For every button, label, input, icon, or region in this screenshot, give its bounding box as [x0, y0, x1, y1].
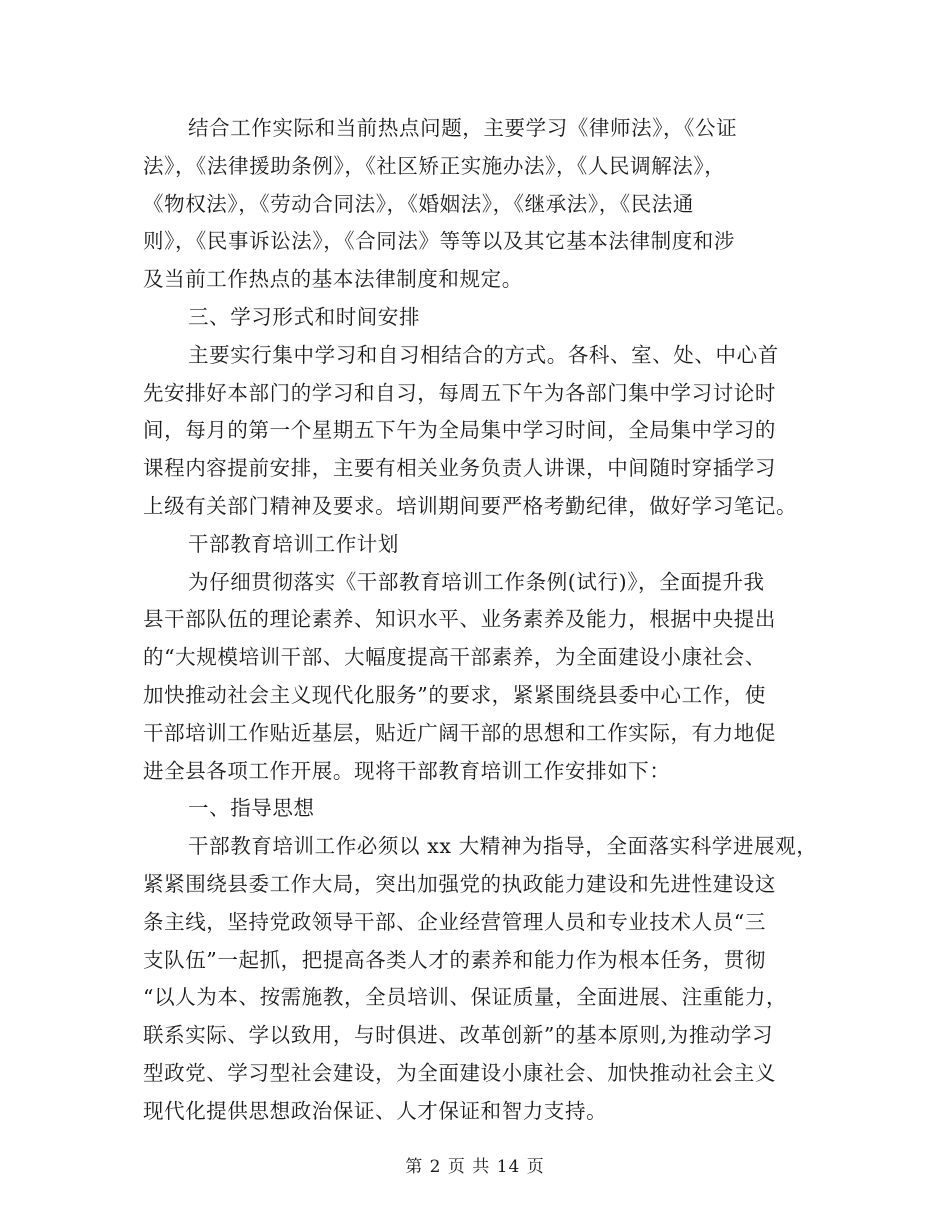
text-line: 《物权法》，《劳动合同法》，《婚姻法》，《继承法》，《民法通 — [143, 191, 694, 216]
text-line: 支队伍”一起抓，把提高各类人才的素养和能力作为根本任务，贯彻 — [143, 947, 766, 972]
text-line: 课程内容提前安排，主要有相关业务负责人讲课，中间随时穿插学习 — [143, 456, 776, 481]
text-line: 干部教育培训工作必须以 xx 大精神为指导，全面落实科学进展观， — [188, 834, 818, 859]
text-line: 上级有关部门精神及要求。培训期间要严格考勤纪律，做好学习笔记。 — [143, 493, 798, 518]
page-number-footer: 第 2 页 共 14 页 — [405, 1157, 545, 1177]
text-line: 进全县各项工作开展。现将干部教育培训工作安排如下： — [143, 758, 671, 783]
text-line: 法》，《法律援助条例》，《社区矫正实施办法》，《人民调解法》， — [143, 153, 726, 178]
section-heading: 一、指导思想 — [188, 796, 315, 821]
text-line: 结合工作实际和当前热点问题，主要学习《律师法》，《公证 — [188, 116, 738, 140]
text-line: 主要实行集中学习和自习相结合的方式。各科、室、处、中心首 — [188, 342, 779, 367]
text-line: 加快推动社会主义现代化服务”的要求，紧紧围绕县委中心工作，使 — [143, 682, 766, 707]
text-line: 则》，《民事诉讼法》，《合同法》等等以及其它基本法律制度和涉 — [143, 229, 735, 254]
document-body — [143, 110, 823, 1131]
text-line: 及当前工作热点的基本法律制度和规定。 — [143, 267, 523, 292]
text-line: 间，每月的第一个星期五下午为全局集中学习时间，全局集中学习的 — [143, 418, 776, 443]
text-line: 的“大规模培训干部、大幅度提高干部素养，为全面建设小康社会、 — [143, 645, 766, 670]
text-line: 条主线，坚持党政领导干部、企业经营管理人员和专业技术人员“三 — [143, 909, 766, 934]
text-line: 联系实际、学以致用，与时俱进、改革创新”的基本原则,为推动学习 — [143, 1023, 774, 1048]
text-line: 为仔细贯彻落实《干部教育培训工作条例(试行)》，全面提升我 — [188, 569, 765, 594]
text-line: 县干部队伍的理论素养、知识水平、业务素养及能力，根据中央提出 — [143, 607, 776, 632]
text-line: “以人为本、按需施教，全员培训、保证质量，全面进展、注重能力， — [143, 985, 788, 1010]
text-line: 现代化提供思想政治保证、人才保证和智力支持。 — [143, 1098, 608, 1123]
text-line: 紧紧围绕县委工作大局，突出加强党的执政能力建设和先进性建设这 — [143, 871, 776, 896]
section-heading: 三、学习形式和时间安排 — [188, 304, 421, 329]
text-line: 型政党、学习型社会建设，为全面建设小康社会、加快推动社会主义 — [143, 1060, 776, 1085]
text-line: 干部培训工作贴近基层，贴近广阔干部的思想和工作实际，有力地促 — [143, 720, 776, 745]
text-line: 先安排好本部门的学习和自习，每周五下午为各部门集中学习讨论时 — [143, 380, 776, 405]
document-title: 干部教育培训工作计划 — [188, 531, 399, 556]
